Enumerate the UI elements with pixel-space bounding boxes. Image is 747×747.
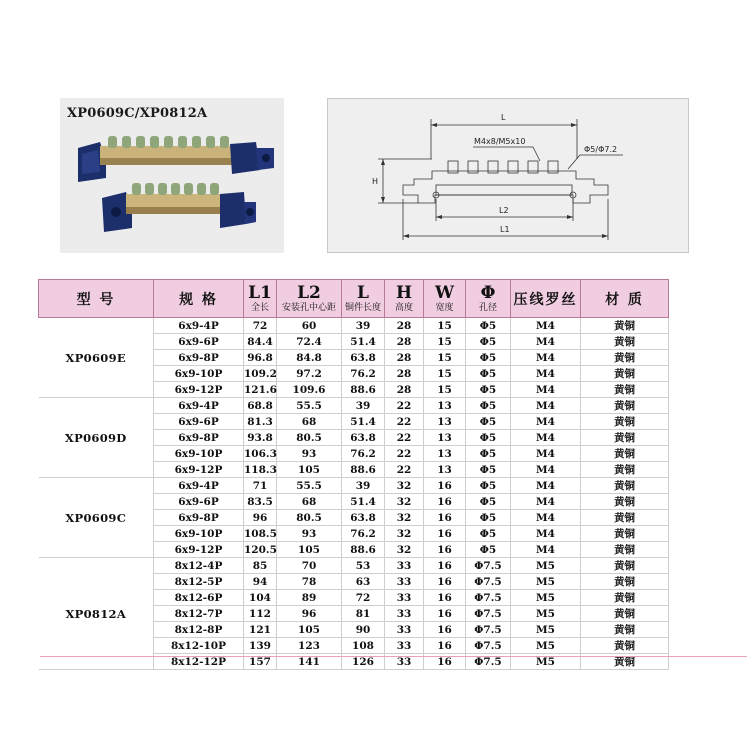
table-cell: M5 [511,558,581,574]
table-cell: 黄铜 [581,510,669,526]
table-cell: Φ5 [466,526,511,542]
table-cell: 8x12-7P [154,606,244,622]
table-cell: 126 [342,654,385,670]
table-cell: M4 [511,318,581,334]
table-cell: 黄铜 [581,478,669,494]
table-cell: 黄铜 [581,414,669,430]
table-cell: 93.8 [244,430,277,446]
table-cell: 28 [385,350,424,366]
table-cell: 55.5 [277,398,342,414]
table-cell: 6x9-4P [154,398,244,414]
table-cell: 85 [244,558,277,574]
table-cell: Φ7.5 [466,590,511,606]
column-header-caption: 孔径 [478,302,497,313]
table-cell: 96.8 [244,350,277,366]
table-row [39,318,669,334]
table-cell: 109.6 [277,382,342,398]
table-cell: 84.4 [244,334,277,350]
table-cell: M4 [511,398,581,414]
table-cell: Φ7.5 [466,654,511,670]
dim-label-hole: Φ5/Φ7.2 [584,145,618,154]
dimension-drawing-panel [327,98,689,253]
table-cell: 51.4 [342,494,385,510]
table-cell: 16 [424,606,466,622]
column-header-symbol: L2 [297,282,321,303]
table-cell: 63.8 [342,430,385,446]
column-header [342,280,385,318]
table-cell: 39 [342,318,385,334]
table-cell: 15 [424,366,466,382]
table-cell: 68 [277,494,342,510]
table-cell: 68.8 [244,398,277,414]
table-cell: 28 [385,366,424,382]
table-cell: 32 [385,478,424,494]
table-cell: 32 [385,494,424,510]
table-cell: 黄铜 [581,382,669,398]
table-cell: Φ5 [466,542,511,558]
table-cell: 15 [424,350,466,366]
table-cell: 6x9-10P [154,526,244,542]
table-cell: 黄铜 [581,398,669,414]
table-row [39,558,669,574]
table-cell: 16 [424,526,466,542]
table-cell: 96 [277,606,342,622]
table-cell: 6x9-6P [154,494,244,510]
table-cell: 33 [385,606,424,622]
table-cell: 89 [277,590,342,606]
table-cell: 81 [342,606,385,622]
table-cell: 72 [244,318,277,334]
table-cell: M5 [511,606,581,622]
model-cell: XP0609C [39,478,154,558]
table-cell: 黄铜 [581,350,669,366]
table-cell: 16 [424,654,466,670]
table-cell: 88.6 [342,462,385,478]
table-cell: 黄铜 [581,654,669,670]
table-cell: 16 [424,590,466,606]
table-cell: Φ7.5 [466,574,511,590]
table-cell: 33 [385,622,424,638]
product-photo-panel [60,98,284,253]
table-cell: 118.3 [244,463,277,476]
table-cell: 96 [244,510,277,526]
column-header-caption: 安装孔中心距 [281,302,336,313]
table-cell: 104 [244,590,277,606]
table-cell: 68 [277,414,342,430]
table-cell: M4 [511,414,581,430]
table-cell: 33 [385,638,424,654]
table-cell: 6x9-12P [154,542,244,558]
table-cell: 83.5 [244,494,277,510]
table-cell: M4 [511,542,581,558]
table-cell: 8x12-10P [154,638,244,654]
table-cell: 51.4 [342,334,385,350]
table-cell: 16 [424,574,466,590]
table-cell: M5 [511,654,581,670]
spec-table [38,279,669,670]
table-cell: 16 [424,558,466,574]
table-cell: 71 [244,478,277,494]
product-photo-title: XP0609C/XP0812A [67,106,208,121]
table-cell: 97.2 [277,366,342,382]
table-cell: 6x9-6P [154,414,244,430]
table-cell: 108 [342,638,385,654]
table-cell: 16 [424,510,466,526]
table-cell: 55.5 [277,478,342,494]
dim-label-screw: M4x8/M5x10 [474,137,526,146]
column-header [385,280,424,318]
model-cell: XP0609E [39,318,154,398]
table-cell: 16 [424,542,466,558]
table-cell: 28 [385,334,424,350]
table-cell: Φ5 [466,350,511,366]
table-cell: 94 [244,574,277,590]
table-cell: 139 [244,638,277,654]
table-cell: Φ5 [466,382,511,398]
table-cell: 81.3 [244,414,277,430]
table-cell: Φ5 [466,366,511,382]
table-cell: M4 [511,382,581,398]
table-cell: 22 [385,398,424,414]
table-cell: 32 [385,510,424,526]
column-header-caption: 宽度 [435,302,454,313]
table-cell: Φ7.5 [466,606,511,622]
table-cell: 80.5 [277,430,342,446]
table-cell: 105 [277,622,342,638]
column-header-symbol: L1 [248,282,272,303]
table-cell: 8x12-4P [154,558,244,574]
table-cell: 28 [385,318,424,334]
table-cell: Φ5 [466,478,511,494]
table-cell: 6x9-12P [154,382,244,398]
table-cell: 63.8 [342,350,385,366]
column-header [581,280,669,318]
column-header-label: 压线罗丝 [513,291,578,308]
table-cell: M4 [511,494,581,510]
footer-divider [40,656,747,657]
table-cell: 16 [424,494,466,510]
table-cell: 88.6 [342,382,385,398]
table-cell: 70 [277,558,342,574]
table-cell: 16 [424,638,466,654]
table-cell: 76.2 [342,526,385,542]
table-cell: 93 [277,526,342,542]
table-cell: 22 [385,462,424,478]
table-cell: 22 [385,430,424,446]
table-cell: M5 [511,638,581,654]
column-header [277,280,342,318]
table-cell: 33 [385,574,424,590]
dim-label-l: L [501,113,506,122]
table-cell: Φ7.5 [466,622,511,638]
column-header-symbol: H [395,282,413,303]
table-cell: 120.5 [244,543,277,556]
table-cell: 80.5 [277,510,342,526]
table-cell: 黄铜 [581,494,669,510]
table-cell: 39 [342,478,385,494]
column-header-symbol: Φ [480,282,496,303]
table-cell: Φ5 [466,430,511,446]
column-header [154,280,244,318]
table-cell: M4 [511,462,581,478]
table-cell: 13 [424,430,466,446]
table-cell: M4 [511,478,581,494]
table-cell: 32 [385,542,424,558]
table-cell: 黄铜 [581,334,669,350]
table-cell: 15 [424,382,466,398]
table-cell: M4 [511,510,581,526]
table-cell: M4 [511,446,581,462]
table-cell: 8x12-8P [154,622,244,638]
terminal-bar-back [78,136,274,182]
table-cell: Φ5 [466,446,511,462]
table-cell: 6x9-8P [154,510,244,526]
column-header [244,280,277,318]
dim-label-h: H [372,177,379,186]
table-cell: 33 [385,590,424,606]
column-header-caption: 高度 [394,302,413,313]
column-header [39,280,154,318]
table-body [39,318,669,670]
table-cell: Φ5 [466,414,511,430]
table-cell: 121.6 [244,383,277,396]
table-cell: 黄铜 [581,606,669,622]
table-cell: 28 [385,382,424,398]
table-cell: 黄铜 [581,446,669,462]
column-header-label: 型 号 [76,291,116,308]
table-cell: 22 [385,446,424,462]
table-cell: 8x12-6P [154,590,244,606]
table-cell: 8x12-12P [154,654,244,670]
table-cell: 112 [244,606,277,622]
table-cell: 106.3 [244,447,277,460]
table-cell: 123 [277,638,342,654]
table-cell: 33 [385,558,424,574]
dimension-drawing [328,99,690,254]
table-cell: 32 [385,526,424,542]
table-cell: 13 [424,462,466,478]
table-cell: 108.5 [244,527,277,540]
table-cell: 8x12-5P [154,574,244,590]
table-cell: 13 [424,398,466,414]
table-cell: M4 [511,334,581,350]
table-cell: Φ5 [466,462,511,478]
table-cell: 93 [277,446,342,462]
table-cell: 6x9-4P [154,478,244,494]
table-cell: 黄铜 [581,430,669,446]
table-cell: 6x9-6P [154,334,244,350]
column-header-symbol: W [434,282,455,303]
table-cell: 60 [277,318,342,334]
table-cell: 黄铜 [581,318,669,334]
table-cell: Φ5 [466,510,511,526]
column-header-caption: 铜件长度 [344,302,381,313]
table-header-row [39,280,669,318]
table-cell: 105 [277,542,342,558]
table-cell: 6x9-10P [154,446,244,462]
table-cell: 黄铜 [581,622,669,638]
column-header [511,280,581,318]
table-cell: Φ5 [466,334,511,350]
table-cell: M4 [511,526,581,542]
model-cell: XP0812A [39,558,154,670]
dim-label-l2: L2 [499,206,509,215]
table-cell: 黄铜 [581,526,669,542]
table-cell: M5 [511,574,581,590]
table-cell: 105 [277,462,342,478]
table-cell: 76.2 [342,446,385,462]
table-cell: 53 [342,558,385,574]
table-cell: 黄铜 [581,366,669,382]
table-cell: Φ5 [466,494,511,510]
table-cell: 33 [385,654,424,670]
column-header [466,280,511,318]
table-cell: M5 [511,622,581,638]
column-header-caption: 全长 [250,302,269,313]
table-cell: 6x9-8P [154,350,244,366]
table-cell: 黄铜 [581,574,669,590]
table-cell: 84.8 [277,350,342,366]
table-cell: 157 [244,654,277,670]
model-cell: XP0609D [39,398,154,478]
product-photo [60,98,284,253]
table-cell: 黄铜 [581,638,669,654]
table-cell: 39 [342,398,385,414]
table-cell: M5 [511,590,581,606]
column-header-label: 材 质 [605,291,644,308]
table-cell: 141 [277,654,342,670]
table-cell: 15 [424,318,466,334]
table-cell: 6x9-12P [154,462,244,478]
terminal-bar-front [102,183,256,232]
table-cell: 22 [385,414,424,430]
table-cell: 黄铜 [581,542,669,558]
table-cell: Φ7.5 [466,638,511,654]
table-cell: 13 [424,414,466,430]
column-header-label: 规 格 [179,291,218,308]
table-cell: 90 [342,622,385,638]
table-cell: 6x9-8P [154,430,244,446]
table-cell: 51.4 [342,414,385,430]
table-cell: 13 [424,446,466,462]
table-cell: 109.2 [244,367,277,380]
table-cell: 15 [424,334,466,350]
table-cell: Φ5 [466,318,511,334]
table-cell: Φ7.5 [466,558,511,574]
table-cell: 63 [342,574,385,590]
table-cell: 6x9-10P [154,366,244,382]
table-cell: 88.6 [342,542,385,558]
table-cell: 黄铜 [581,462,669,478]
table-cell: M4 [511,430,581,446]
table-cell: M4 [511,366,581,382]
column-header [424,280,466,318]
table-cell: 16 [424,622,466,638]
table-cell: 63.8 [342,510,385,526]
table-cell: 6x9-4P [154,318,244,334]
table-cell: M4 [511,350,581,366]
table-cell: 76.2 [342,366,385,382]
table-cell: 黄铜 [581,558,669,574]
table-cell: 72.4 [277,334,342,350]
table-row [39,478,669,494]
dim-label-l1: L1 [500,225,510,234]
column-header-symbol: L [357,282,369,303]
table-cell: 72 [342,590,385,606]
table-cell: 黄铜 [581,590,669,606]
table-row [39,398,669,414]
table-cell: 16 [424,478,466,494]
table-cell: 78 [277,574,342,590]
table-cell: 121 [244,622,277,638]
table-cell: Φ5 [466,398,511,414]
